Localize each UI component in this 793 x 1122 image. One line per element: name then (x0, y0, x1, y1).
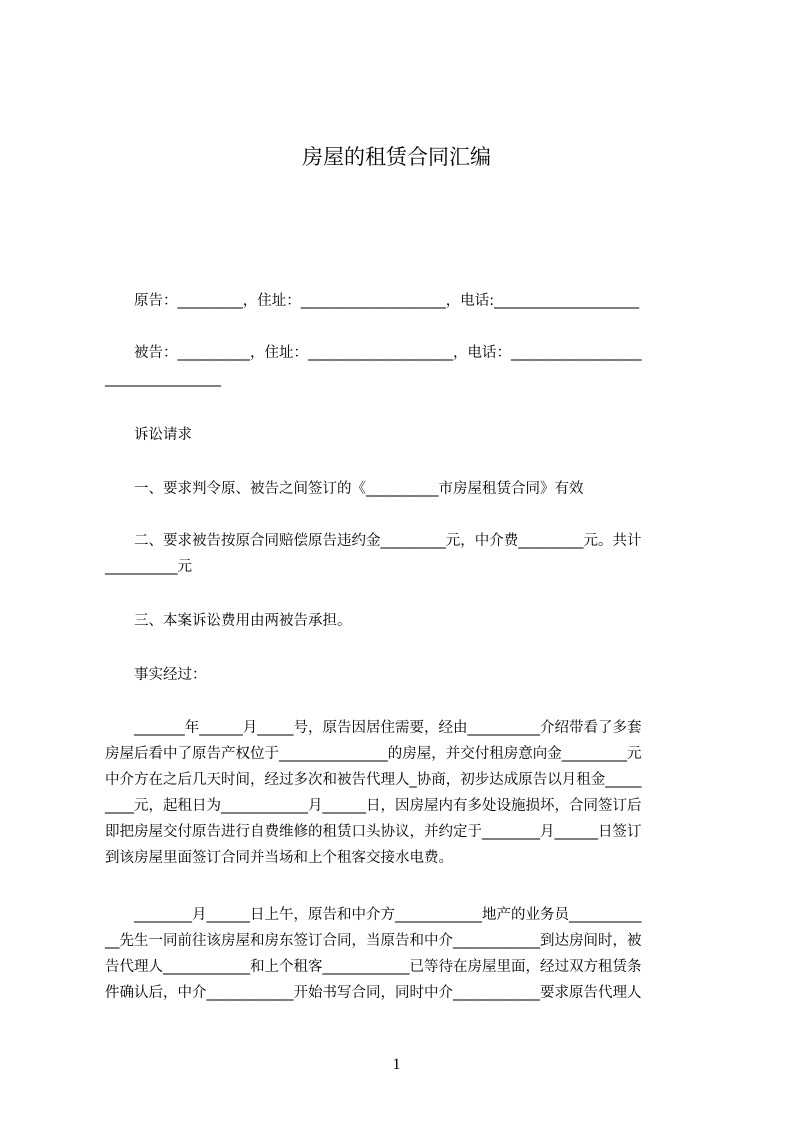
text-line: 房屋后看中了原告产权位于_______________的房屋，并交付租房意向金_________元 (105, 746, 642, 762)
claims-heading (105, 422, 700, 448)
page-number: 1 (392, 1056, 401, 1073)
text-line: 件确认后，中介____________开始书写合同，同时中介____________要求原告代理人 (105, 985, 642, 1001)
claim-item-3 (105, 608, 700, 634)
text-line: ________________ (105, 371, 221, 387)
facts-heading (105, 662, 700, 688)
text-line: 诉讼请求 (105, 427, 192, 443)
facts-paragraph-1 (105, 715, 700, 871)
text-line: 即把房屋交付原告进行自费维修的租赁口头协议，并约定于________月______日签订 (105, 824, 642, 840)
text-line: ____元，起租日为____________月______日，因房屋内有多处设施损坏，合同签订后 (105, 798, 642, 814)
text-line: _______年______月_____号，原告因居住需要，经由__________介绍带看了多套 (105, 720, 642, 736)
text-line: ________月______日上午，原告和中介方____________地产的业务员__________ (105, 907, 642, 923)
text-line: 告代理人____________和上个租客____________已等待在房屋里面，经过双方租赁条 (105, 959, 642, 975)
text-line: 被告：__________，住址：____________________，电话：__________________ (105, 345, 642, 361)
text-line: 一、要求判令原、被告之间签订的《__________市房屋租赁合同》有效 (105, 481, 584, 497)
text-line: __________元 (105, 559, 192, 575)
text-line: 到该房屋里面签订合同并当场和上个租客交接水电费。 (105, 850, 453, 866)
claim-item-2 (105, 528, 700, 580)
text-line: 三、本案诉讼费用由两被告承担。 (105, 613, 352, 629)
text-line: 事实经过： (105, 667, 207, 683)
text-line: 原告：_________，住址：____________________，电话:____________________ (105, 293, 640, 309)
document-title: 房屋的租赁合同汇编 (302, 145, 491, 169)
text-line: 二、要求被告按原合同赔偿原告违约金_________元，中介费_________元。共计 (105, 533, 642, 549)
defendant-paragraph (105, 340, 700, 392)
text-line: __先生一同前往该房屋和房东签订合同，当原告和中介____________到达房间时，被 (105, 933, 642, 949)
claim-item-1 (105, 476, 700, 502)
text-line: 中介方在之后几天时间，经过多次和被告代理人_协商，初步达成原告以月租金_____ (105, 772, 642, 788)
plaintiff-paragraph (105, 288, 700, 314)
facts-paragraph-2 (105, 902, 700, 1006)
